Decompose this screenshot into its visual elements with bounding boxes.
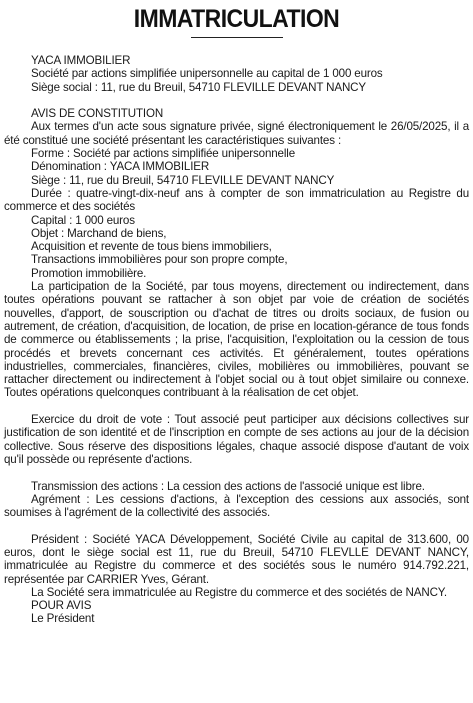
notice-signature: Le Président [31, 612, 95, 626]
spacer [4, 400, 469, 413]
notice-objet-line: Promotion immobilière. [31, 266, 147, 280]
company-form-capital: Société par actions simplifiée unipersonnelle au capital de 1 000 euros [31, 67, 383, 81]
company-seat: Siège social : 11, rue du Breuil, 54710 FLEVILLE DEVANT NANCY [31, 80, 366, 94]
notice-heading: AVIS DE CONSTITUTION [31, 107, 164, 121]
page-title: IMMATRICULATION [133, 5, 340, 33]
notice-objet-line: Transactions immobilières pour son propre compte, [31, 253, 288, 267]
notice-denomination: Dénomination : YACA IMMOBILIER [31, 160, 210, 174]
notice-immatriculation: La Société sera immatriculée au Registre du commerce et des sociétés de NANCY. [31, 585, 447, 599]
notice-agrement: Agrément : Les cessions d'actions, à l'exception des cessions aux associés, sont soumises à l'agrément de la collectivité des associés. [4, 492, 469, 520]
notice-participation: La participation de la Société, par tous moyens, directement ou indirectement, dans toutes opérations pouvant se rattacher à son objet par voie de création de sociétés nouvelles, d'apport, de souscription ou d'achat de titres ou droits sociaux, de fusion ou autrement, de création, d'acquisition, de location, de prise en location-gérance de tous fonds de commerce ou établissements ; la prise, l'acquisition, l'exploitation ou la cession de tous procédés et brevets concernant ces activités. Et généralement, toutes opérations industrielles, commerciales, financières, civiles, mobilières ou immobilières, pouvant se rattacher directement ou indirectement à l'objet social ou à tout objet similaire ou connexe. Toutes opérations quelconques contribuant à la réalisation de cet objet. [4, 280, 469, 400]
company-name: YACA IMMOBILIER [31, 54, 131, 67]
notice-forme: Forme : Société par actions simplifiée unipersonnelle [31, 147, 295, 161]
notice-president: Président : Société YACA Développement, Société Civile au capital de 313.600, 00 euros, dont le siège social est 11, rue du Breuil, 54710 FLEVLLE DEVANT NANCY, immatriculée au Registre du commerce et des sociétés sous le numéro 914.792.221, représentée par CARRIER Yves, Gérant. [4, 532, 469, 586]
spacer [4, 519, 469, 532]
notice-capital: Capital : 1 000 euros [31, 213, 135, 227]
spacer [4, 466, 469, 479]
notice-objet: Objet : Marchand de biens, [31, 226, 167, 240]
notice-body [4, 54, 469, 626]
notice-duree: Durée : quatre-vingt-dix-neuf ans à compter de son immatriculation au Registre du commerce et des sociétés [4, 186, 469, 214]
notice-objet-line: Acquisition et revente de tous biens immobiliers, [31, 240, 272, 254]
notice-transmission: Transmission des actions : La cession des actions de l'associé unique est libre. [31, 479, 425, 493]
notice-vote: Exercice du droit de vote : Tout associé peut participer aux décisions collectives sur justification de son identité et de l'inscription en compte de ses actions au jour de la décision collective. Sous réserve des dispositions légales, chaque associé dispose d'autant de voix qu'il possède ou représente d'actions. [4, 413, 469, 466]
notice-siege: Siège : 11, rue du Breuil, 54710 FLEVILLE DEVANT NANCY [31, 173, 335, 187]
notice-intro: Aux termes d'un acte sous signature privée, signé électroniquement le 26/05/2025, il a été constitué une société présentant les caractéristiques suivantes : [4, 120, 469, 147]
notice-pour-avis: POUR AVIS [31, 599, 92, 613]
title-underline [191, 37, 283, 38]
spacer [4, 94, 469, 107]
